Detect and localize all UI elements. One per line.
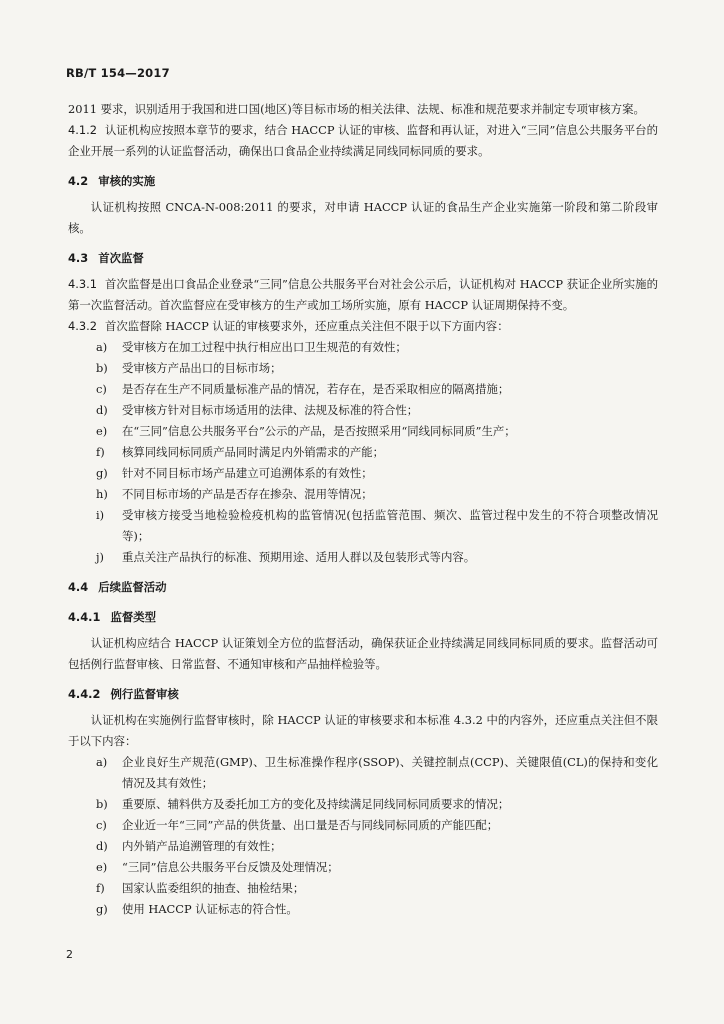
list-item: j) 重点关注产品执行的标准、预期用途、适用人群以及包装形式等内容。 [96, 550, 476, 564]
section-number: 4.4.1 [68, 610, 101, 624]
section-title: 监督类型 [110, 610, 157, 624]
clause-4-3-2 [68, 316, 658, 337]
list-item: e) 在“三同”信息公共服务平台”公示的产品，是否按照采用“同线同标同质”生产； [96, 424, 516, 438]
section-4-3-heading [68, 248, 658, 269]
section-number: 4.3 [68, 251, 89, 265]
section-title: 后续监督活动 [98, 580, 167, 594]
list-item: g) 针对不同目标市场产品建立可追溯体系的有效性； [96, 466, 373, 480]
section-4-4-2-list [68, 752, 658, 920]
list-item: h) 不同目标市场的产品是否存在掺杂、混用等情况； [96, 487, 373, 501]
clause-text: 认证机构应按照本章节的要求，结合 HACCP 认证的审核、监督和再认证，对进入“三同”信息公共服务平台的企业开展一系列的认证监督活动，确保出口食品企业持续满足同线同标同质的要求。 [68, 123, 658, 158]
section-title: 例行监督审核 [110, 687, 179, 701]
clause-text: 首次监督是出口食品企业登录“三同”信息公共服务平台对社会公示后，认证机构对 HACCP 获证企业所实施的第一次监督活动。首次监督应在受审核方的生产或加工场所实施，原有 HACCP 认证周期保持不变。 [68, 277, 658, 312]
standard-code-header: RB/T 154—2017 [66, 66, 170, 80]
list-item: f) 核算同线同标同质产品同时满足内外销需求的产能； [96, 445, 384, 459]
section-4-2-text: 认证机构按照 CNCA-N-008:2011 的要求，对申请 HACCP 认证的食品生产企业实施第一阶段和第二阶段审核。 [68, 200, 658, 235]
clause-4-1-2 [68, 120, 658, 162]
list-item: e) “三同”信息公共服务平台反馈及处理情况； [96, 860, 339, 874]
list-item: g) 使用 HACCP 认证标志的符合性。 [96, 902, 298, 916]
section-4-4-heading [68, 577, 658, 598]
section-number: 4.4 [68, 580, 89, 594]
clause-4-3-1 [68, 274, 658, 316]
page-number: 2 [66, 948, 73, 961]
section-title: 首次监督 [98, 251, 144, 265]
list-item: b) 受审核方产品出口的目标市场； [96, 361, 282, 375]
continuation-paragraph: 2011 要求，识别适用于我国和进口国(地区)等目标市场的相关法律、法规、标准和规范要求并制定专项审核方案。 [68, 102, 645, 116]
list-item: f) 国家认监委组织的抽查、抽检结果； [96, 881, 305, 895]
list-item: c) 是否存在生产不同质量标准产品的情况，若存在，是否采取相应的隔离措施； [96, 382, 510, 396]
clause-text: 首次监督除 HACCP 认证的审核要求外，还应重点关注但不限于以下方面内容： [104, 319, 509, 333]
clause-4-3-2-list [68, 337, 658, 568]
section-number: 4.4.2 [68, 687, 101, 701]
list-item: a) 企业良好生产规范(GMP)、卫生标准操作程序(SSOP)、关键控制点(CCP)、关键限值(CL)的保持和变化情况及其有效性； [96, 755, 658, 790]
list-item: b) 重要原、辅料供方及委托加工方的变化及持续满足同线同标同质要求的情况； [96, 797, 510, 811]
section-title: 审核的实施 [98, 174, 156, 188]
list-item: d) 内外销产品追溯管理的有效性； [96, 839, 282, 853]
section-4-4-1-text: 认证机构应结合 HACCP 认证策划全方位的监督活动，确保获证企业持续满足同线同标同质的要求。监督活动可包括例行监督审核、日常监督、不通知审核和产品抽样检验等。 [68, 636, 658, 671]
list-item: d) 受审核方针对目标市场适用的法律、法规及标准的符合性； [96, 403, 419, 417]
section-4-4-2-text: 认证机构在实施例行监督审核时，除 HACCP 认证的审核要求和本标准 4.3.2 中的内容外，还应重点关注但不限于以下内容： [68, 713, 658, 748]
section-4-2-heading [68, 171, 658, 192]
document-body [68, 99, 658, 920]
clause-number: 4.3.1 [68, 277, 97, 291]
list-item: i) 受审核方接受当地检验检疫机构的监管情况(包括监管范围、频次、监管过程中发生的不符合项整改情况等)； [96, 508, 658, 543]
section-4-4-2-heading [68, 684, 658, 705]
clause-number: 4.3.2 [68, 319, 97, 333]
clause-number: 4.1.2 [68, 123, 97, 137]
section-4-4-1-heading [68, 607, 658, 628]
list-item: c) 企业近一年“三同”产品的供货量、出口量是否与同线同标同质的产能匹配； [96, 818, 499, 832]
section-number: 4.2 [68, 174, 89, 188]
list-item: a) 受审核方在加工过程中执行相应出口卫生规范的有效性； [96, 340, 407, 354]
